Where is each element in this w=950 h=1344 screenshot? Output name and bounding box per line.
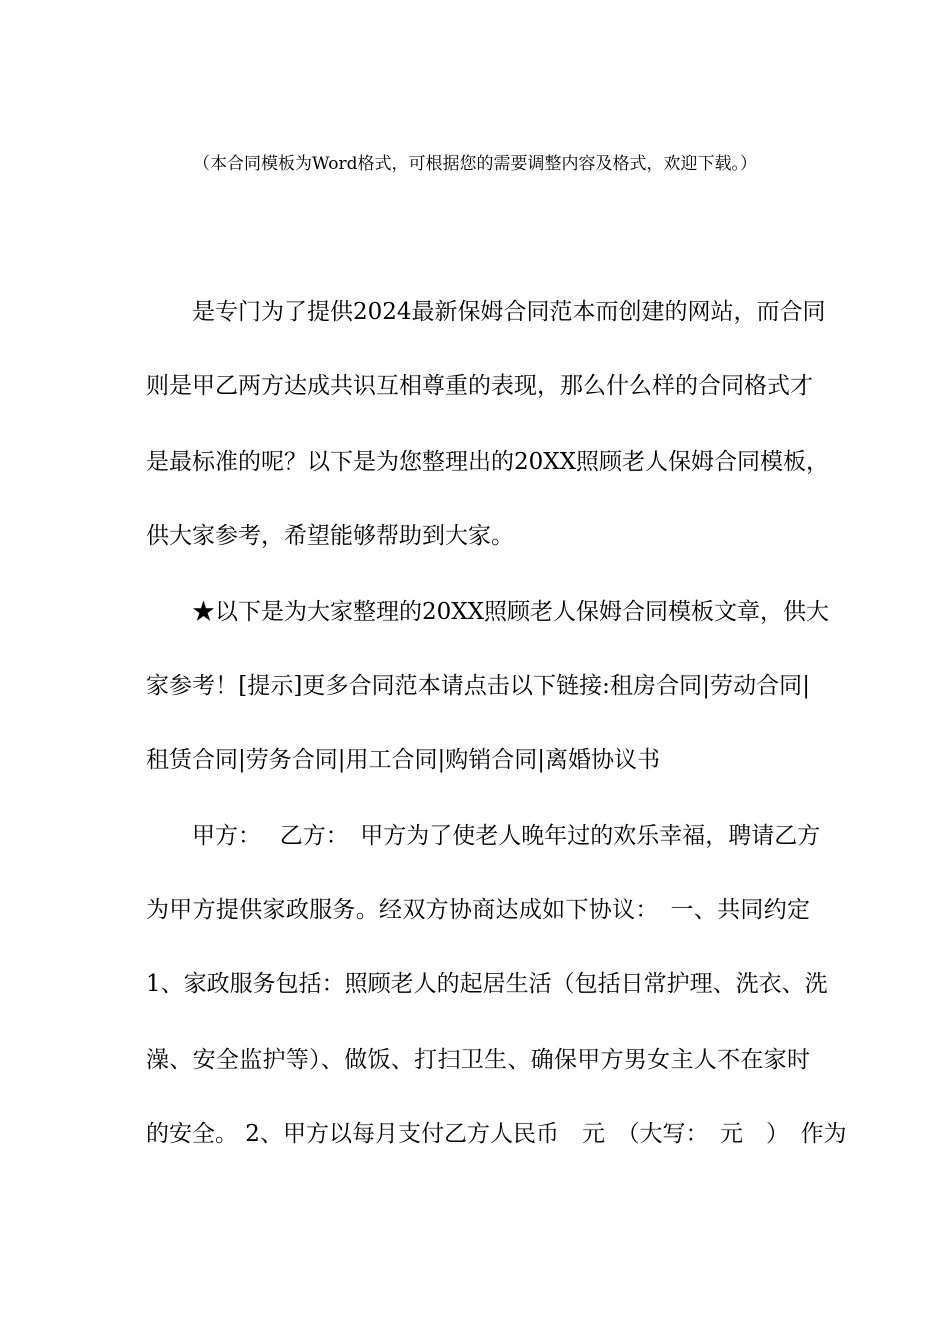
paragraph-line: 家参考！[提示]更多合同范本请点击以下链接:租房合同|劳动合同| — [146, 673, 810, 699]
paragraph-line: 澡、安全监护等）、做饭、打扫卫生、确保甲方男女主人不在家时 — [146, 1047, 810, 1073]
paragraph-line: 为甲方提供家政服务。经双方协商达成如下协议： 一、共同约定 — [146, 897, 810, 923]
paragraph-line: 1、家政服务包括：照顾老人的起居生活（包括日常护理、洗衣、洗 — [146, 971, 828, 997]
paragraph-line: ★以下是为大家整理的20XX照顾老人保姆合同模板文章，供大 — [192, 599, 830, 625]
template-note: （本合同模板为Word格式，可根据您的需要调整内容及格式，欢迎下载。） — [192, 154, 758, 174]
paragraph-line: 甲方： 乙方： 甲方为了使老人晚年过的欢乐幸福，聘请乙方 — [192, 823, 821, 849]
paragraph-line: 是专门为了提供2024最新保姆合同范本而创建的网站，而合同 — [192, 299, 826, 325]
paragraph-line: 租赁合同|劳务合同|用工合同|购销合同|离婚协议书 — [146, 747, 660, 773]
paragraph-line: 则是甲乙两方达成共识互相尊重的表现，那么什么样的合同格式才 — [146, 373, 813, 399]
paragraph-line: 供大家参考，希望能够帮助到大家。 — [146, 523, 514, 549]
paragraph-line: 的安全。 2、甲方以每月支付乙方人民币 元 （大写： 元 ） 作为 — [146, 1121, 847, 1147]
paragraph-line: 是最标准的呢？以下是为您整理出的20XX照顾老人保姆合同模板， — [146, 449, 830, 475]
